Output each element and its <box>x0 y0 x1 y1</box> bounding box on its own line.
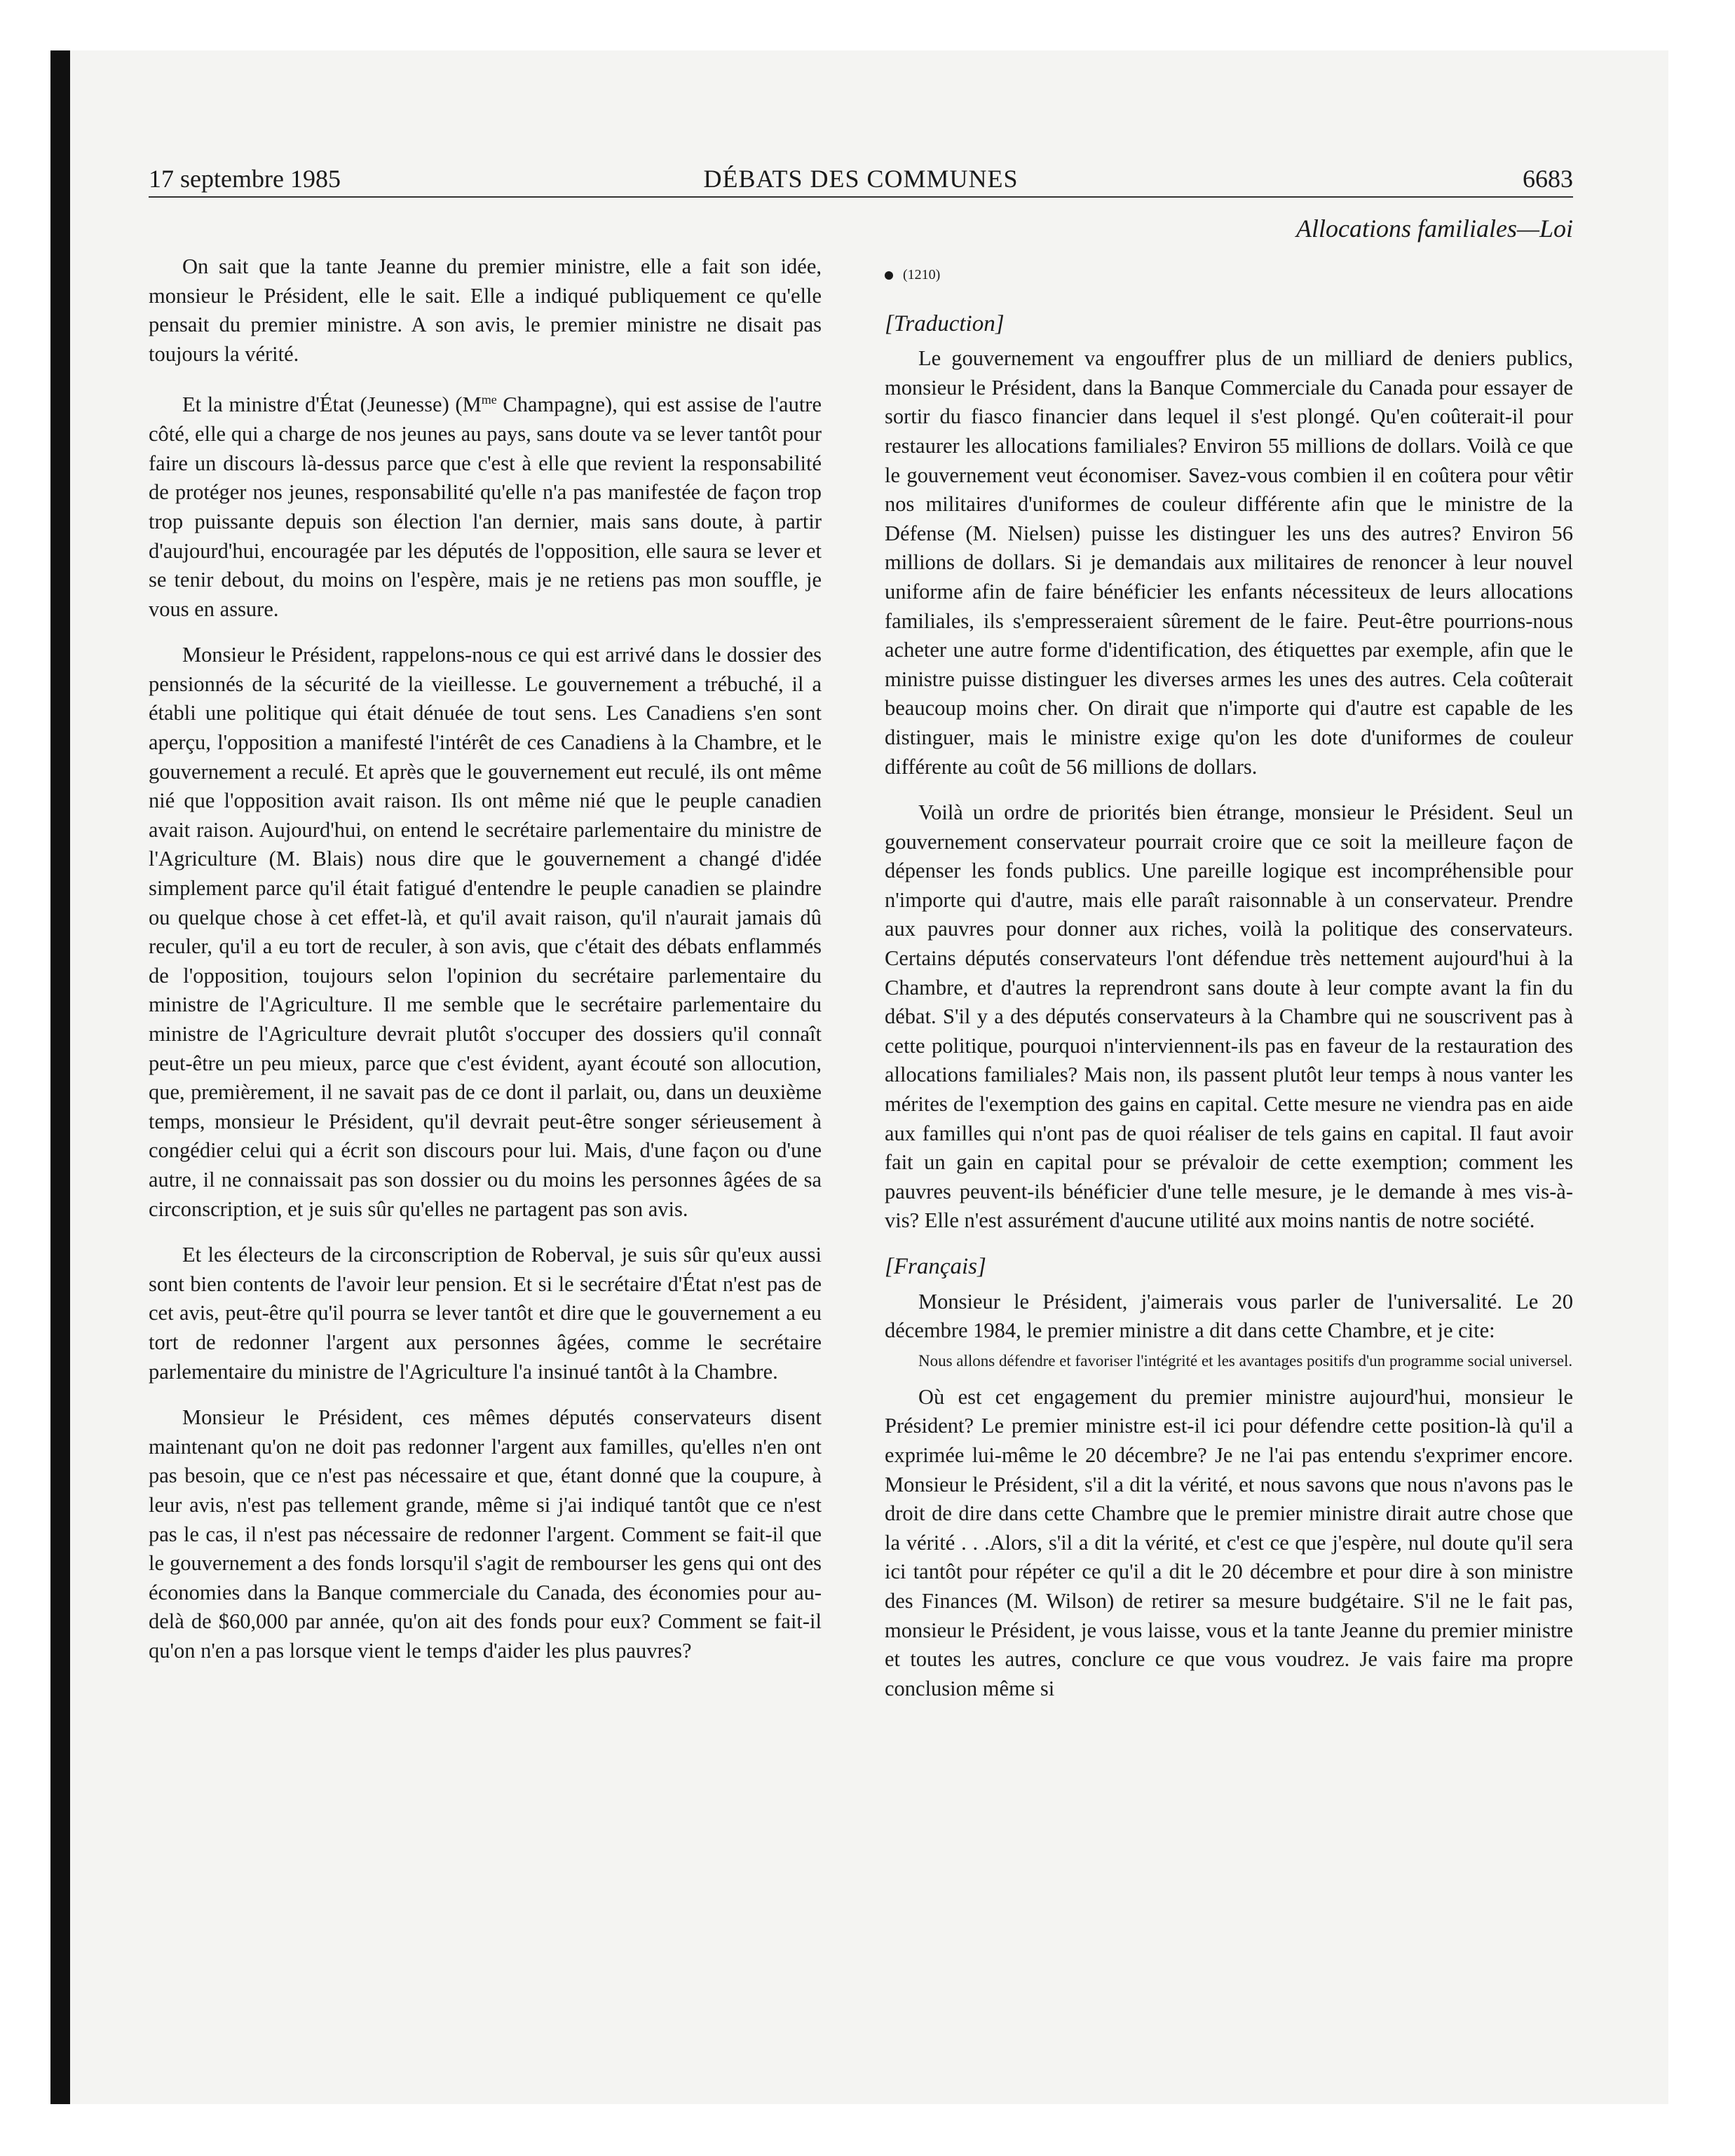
left-column <box>149 252 822 1682</box>
timestamp: (1210) <box>885 261 1573 290</box>
running-head: Allocations familiales—Loi <box>1295 214 1573 243</box>
scan-edge <box>50 50 70 2104</box>
header-page-number: 6683 <box>1523 165 1573 193</box>
page-header <box>149 163 1573 195</box>
language-label: [Traduction] <box>885 311 1005 336</box>
right-column <box>885 261 1573 1720</box>
bullet-icon <box>885 271 893 280</box>
quotation: Nous allons défendre et favoriser l'intégrité et les avantages positifs d'un programme social universel. <box>918 1351 1573 1370</box>
paragraph: Et la ministre d'État (Jeunesse) ($M^{me}$ Champagne), qui est assise de l'autre côté, elle qui a charge de nos jeunes au pays, sans doute va se lever tantôt pour faire un discours là-dessus parce que c'est à elle que revient la responsabilité de protéger nos jeunes, responsabilité qu'elle n'a pas manifestée de façon trop trop puissante depuis son élection l'an dernier, mais sans doute, à partir d'aujourd'hui, encouragée par les députés de l'opposition, elle saura se lever et se tenir debout, du moins on l'espère, mais je ne retiens pas mon souffle, je vous en assure. <box>149 393 822 621</box>
paragraph: Où est cet engagement du premier ministre aujourd'hui, monsieur le Président? Le premier ministre est-il ici pour défendre cette position-là qu'il a exprimée lui-même le 20 décembre? Je ne l'ai pas entendu s'exprimer encore. Monsieur le Président, s'il a dit la vérité, et nous savons que nous n'avons pas le droit de dire dans cette Chambre que le premier ministre dirait autre chose que la vérité . . .Alors, s'il a dit la vérité, et c'est ce que j'espère, nul doute qu'il sera ici tantôt pour répéter ce qu'il a dit le 20 décembre et pour dire à son ministre des Finances (M. Wilson) de retirer sa mesure budgétaire. S'il ne le fait pas, monsieur le Président, je vous laisse, vous et la tante Jeanne du premier ministre et toutes les autres, conclure ce que vous voudrez. Je vais faire ma propre conclusion même si <box>885 1384 1573 1700</box>
language-label: [Français] <box>885 1254 986 1279</box>
header-rule <box>149 196 1573 198</box>
paragraph: Voilà un ordre de priorités bien étrange, monsieur le Président. Seul un gouvernement conservateur pourrait croire que ce soit la meilleure façon de dépenser les fonds publics. Une pareille logique est incompréhensible pour n'importe qui d'autre, mais elle paraît raisonnable à un conservateur. Prendre aux pauvres pour donner aux riches, voilà la politique des conservateurs. Certains députés conservateurs l'ont défendue très nettement aujourd'hui à la Chambre, et d'autres la reprendront sans doute à leur compte avant la fin du débat. S'il y a des députés conservateurs à la Chambre qui ne souscrivent pas à cette politique, pourquoi n'interviennent-ils pas en faveur de la restauration des allocations familiales? Mais non, ils passent plutôt leur temps à nous vanter les mérites de l'exemption des gains en capital. Cette mesure ne viendra pas en aide aux familles qui n'ont pas de quoi réaliser de tels gains en capital. Il faut avoir fait un gain en capital pour se prévaloir de cette exemption; comment les pauvres peuvent-ils bénéficier d'une telle mesure, je le demande à mes vis-à-vis? Elle n'est assurément d'aucune utilité aux moins nantis de notre société. <box>885 800 1573 1233</box>
header-date: 17 septembre 1985 <box>149 165 341 193</box>
header-title: DÉBATS DES COMMUNES <box>703 165 1019 193</box>
paragraph: Monsieur le Président, rappelons-nous ce qui est arrivé dans le dossier des pensionnés de la sécurité de la vieillesse. Le gouvernement a trébuché, il a établi une politique qui était dénuée de tout sens. Les Canadiens s'en sont aperçu, l'opposition a manifesté l'intérêt de ces Canadiens à la Chambre, et le gouvernement a reculé. Et après que le gouvernement eut reculé, ils ont même nié que l'opposition avait raison. Ils ont même nié que le peuple canadien avait raison. Aujourd'hui, on entend le secrétaire parlementaire du ministre de l'Agriculture (M. Blais) nous dire que le gouvernement a changé d'idée simplement parce qu'il était fatigué d'entendre le peuple canadien se plaindre ou quelque chose à cet effet-là, et qu'il avait raison, qu'il n'aurait jamais dû reculer, qu'il a eu tort de reculer, à son avis, que c'était des débats enflammés de l'opposition, toujours selon l'opinion du secrétaire parlementaire du ministre de l'Agriculture. Il me semble que le secrétaire parlementaire du ministre de l'Agriculture devrait plutôt s'occuper des dossiers qu'il connaît peut-être un peu mieux, parce que c'est évident, ayant écouté son allocution, que, premièrement, il ne savait pas de ce dont il parlait, ou, dans un deuxième temps, monsieur le Président, qu'il devrait peut-être songer sérieusement à congédier celui qui a écrit son discours pour lui. Mais, d'une façon ou d'une autre, il ne connaissait pas son dossier ou du moins les personnes âgées de sa circonscription, et je suis sûr qu'elles ne partagent pas son avis. <box>149 643 822 1221</box>
paragraph: On sait que la tante Jeanne du premier ministre, elle a fait son idée, monsieur le Président, elle le sait. Elle a indiqué publiquement ce qu'elle pensait du premier ministre. A son avis, le premier ministre ne disait pas toujours la vérité. <box>149 254 822 366</box>
paragraph: Monsieur le Président, ces mêmes députés conservateurs disent maintenant qu'on ne doit pas redonner l'argent aux familles, qu'elles n'en ont pas besoin, que ce n'est pas nécessaire et que, étant donné que la coupure, à leur avis, n'est pas tellement grande, même si j'ai indiqué tantôt que ce n'est pas le cas, il n'est pas nécessaire de redonner l'argent. Comment se fait-il que le gouvernement a des fonds lorsqu'il s'agit de rembourser les gens qui ont des économies dans la Banque commerciale du Canada, des économies pour au-delà de $60,000 par année, qu'on ait des fonds pour eux? Comment se fait-il qu'on n'en a pas lorsque vient le temps d'aider les plus pauvres? <box>149 1405 822 1663</box>
paragraph: Le gouvernement va engouffrer plus de un milliard de deniers publics, monsieur le Président, dans la Banque Commerciale du Canada pour essayer de sortir du fiasco financier dans lequel il s'est plongé. Qu'en coûterait-il pour restaurer les allocations familiales? Environ 55 millions de dollars. Voilà ce que le gouvernement veut économiser. Savez-vous combien il en coûtera pour vêtir nos militaires d'uniformes de couleur différente afin que le ministre de la Défense (M. Nielsen) puisse les distinguer les uns des autres? Environ 56 millions de dollars. Si je demandais aux militaires de renoncer à leur nouvel uniforme afin de faire bénéficier les enfants nécessiteux de leurs allocations familiales, ils s'empresseraient sûrement de le faire. Peut-être pourrions-nous acheter une autre forme d'identification, des étiquettes par exemple, afin que le ministre puisse distinguer les diverses armes les unes des autres. Cela coûterait beaucoup moins cher. On dirait que n'importe qui d'autre est capable de les distinguer, mais le ministre exige qu'on les dote d'uniformes de couleur différente au coût de 56 millions de dollars. <box>885 346 1573 779</box>
paragraph: Monsieur le Président, j'aimerais vous parler de l'universalité. Le 20 décembre 1984, le premier ministre a dit dans cette Chambre, et je cite: <box>885 1289 1573 1343</box>
paragraph: Et les électeurs de la circonscription de Roberval, je suis sûr qu'eux aussi sont bien contents de l'avoir leur pension. Et si le secrétaire d'État n'est pas de cet avis, peut-être qu'il pourra se lever tantôt et dire que le gouvernement a eu tort de redonner l'argent aux personnes âgées, comme le secrétaire parlementaire du ministre de l'Agriculture l'a insinué tantôt à la Chambre. <box>149 1243 822 1384</box>
